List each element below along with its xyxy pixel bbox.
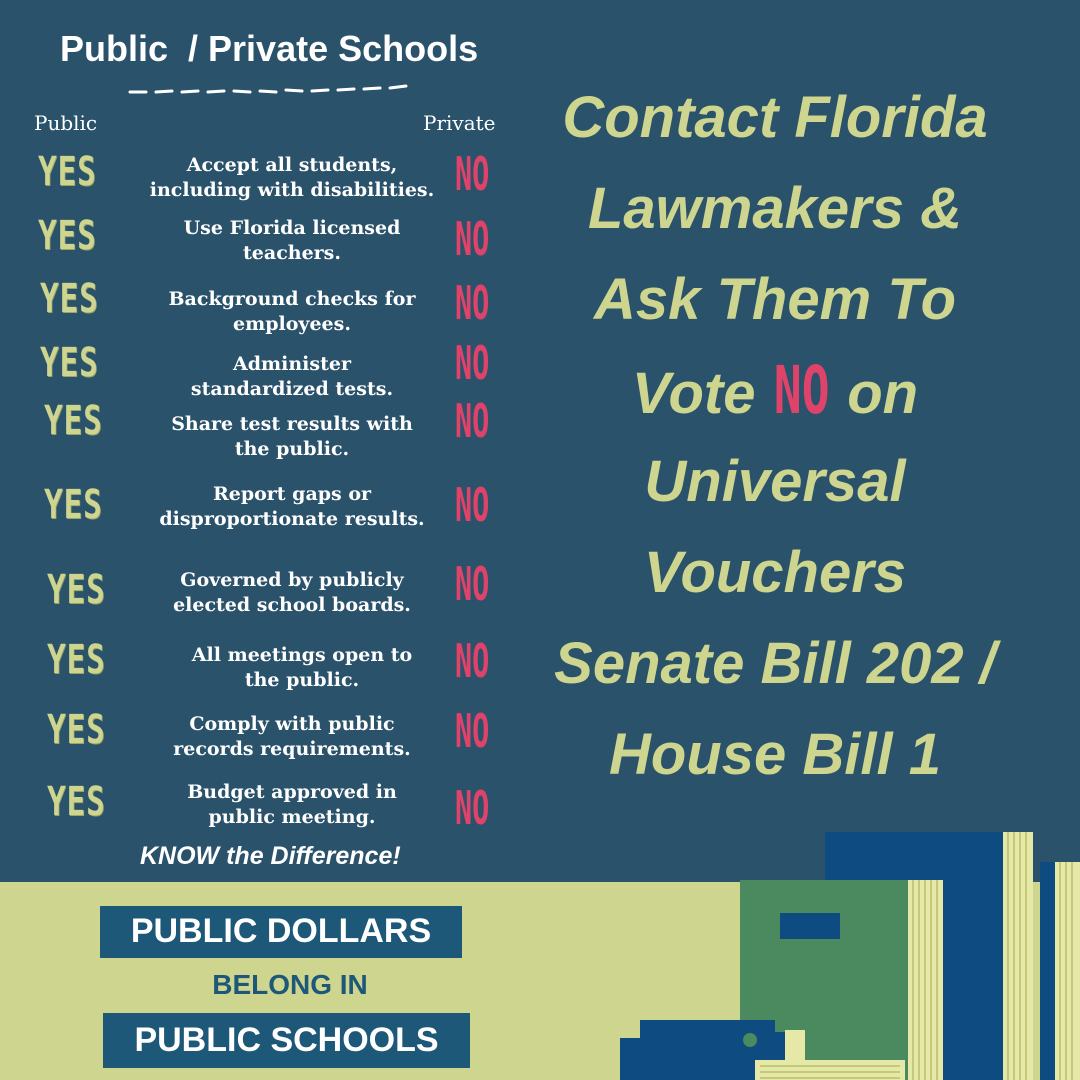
- cta-line-vote-no: [510, 345, 1040, 436]
- cta-line: Vouchers: [643, 540, 907, 605]
- no-mark: NO: [455, 394, 490, 448]
- cta-on-word: on: [847, 361, 919, 426]
- row-description-line: including with disabilities.: [149, 179, 435, 201]
- yes-mark: YES: [47, 567, 106, 613]
- yes-mark: YES: [47, 707, 106, 753]
- no-mark: NO: [455, 781, 490, 835]
- yes-mark: YES: [44, 482, 103, 528]
- row-description-line: Administer: [233, 353, 351, 375]
- row-description: [138, 482, 446, 532]
- yes-mark: YES: [40, 340, 99, 386]
- cta-line: Universal: [644, 449, 906, 514]
- row-description-line: disproportionate results.: [159, 508, 425, 530]
- no-mark: NO: [455, 634, 490, 688]
- row-description-line: Budget approved in: [187, 781, 397, 803]
- cta-line: Lawmakers &: [588, 176, 962, 241]
- yes-mark: YES: [38, 149, 97, 195]
- public-dollars-box: PUBLIC DOLLARS: [100, 906, 462, 958]
- no-mark: NO: [455, 704, 490, 758]
- row-description-line: the public.: [234, 438, 350, 460]
- cta-line: Ask Them To: [593, 267, 957, 332]
- cta-vote-word: Vote: [631, 361, 756, 426]
- yes-mark: YES: [40, 276, 99, 322]
- row-description-line: public meeting.: [208, 806, 376, 828]
- belong-in-text: BELONG IN: [212, 969, 368, 1000]
- row-description: [138, 216, 446, 266]
- cta-line: Contact Florida: [562, 85, 988, 150]
- row-description-line: elected school boards.: [173, 594, 411, 616]
- dashed-underline: [128, 82, 418, 98]
- no-mark: NO: [455, 478, 490, 532]
- private-column-header: Private: [423, 111, 496, 135]
- row-description-line: Share test results with: [171, 413, 413, 435]
- row-description-line: standardized tests.: [190, 378, 394, 400]
- public-schools-box: PUBLIC SCHOOLS: [103, 1013, 470, 1068]
- yes-mark: YES: [38, 213, 97, 259]
- row-description-line: Comply with public: [189, 713, 395, 735]
- cta-line: House Bill 1: [609, 722, 941, 787]
- row-description: [138, 153, 446, 203]
- row-description: [138, 568, 446, 618]
- row-description: [138, 352, 446, 402]
- cta-line: Senate Bill 202 /: [554, 631, 996, 696]
- row-description: [138, 412, 446, 462]
- cta-no-word: NO: [773, 352, 830, 429]
- row-description-line: Report gaps or: [212, 483, 372, 505]
- row-description-line: employees.: [233, 313, 351, 335]
- row-description-line: records requirements.: [173, 738, 411, 760]
- row-description-line: Background checks for: [168, 288, 416, 310]
- public-column-header: Public: [34, 111, 98, 135]
- row-description-line: the public.: [244, 669, 360, 691]
- row-description: [138, 780, 446, 830]
- yes-mark: YES: [47, 779, 106, 825]
- row-description: [138, 287, 446, 337]
- row-description: [138, 712, 446, 762]
- row-description-line: All meetings open to: [191, 644, 413, 666]
- no-mark: NO: [455, 557, 490, 611]
- no-mark: NO: [455, 147, 490, 201]
- yes-mark: YES: [44, 398, 103, 444]
- yes-mark: YES: [47, 637, 106, 683]
- know-the-difference: KNOW the Difference!: [140, 842, 401, 870]
- page-title: Public / Private Schools: [60, 28, 479, 69]
- no-mark: NO: [455, 336, 490, 390]
- no-mark: NO: [455, 212, 490, 266]
- row-description-line: teachers.: [243, 242, 341, 264]
- row-description: [148, 643, 456, 693]
- stacked-books-icon: [600, 820, 1080, 1080]
- row-description-line: Use Florida licensed: [183, 217, 401, 239]
- no-mark: NO: [455, 276, 490, 330]
- row-description-line: Governed by publicly: [180, 569, 404, 591]
- call-to-action: [510, 72, 1040, 800]
- row-description-line: Accept all students,: [186, 154, 398, 176]
